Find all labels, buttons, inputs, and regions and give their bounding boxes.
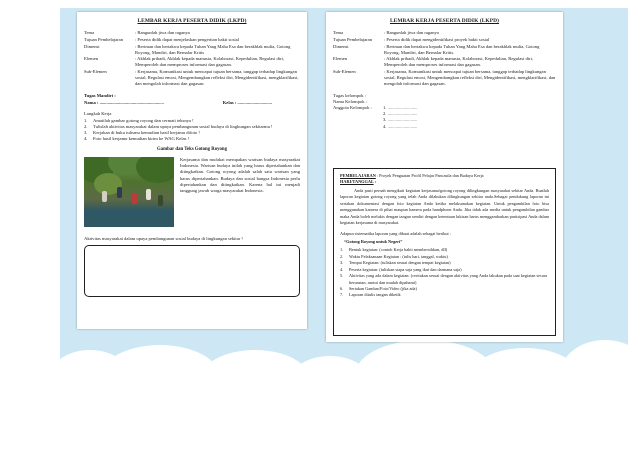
name-field[interactable]: Nama : ........................................................ <box>84 99 164 105</box>
instruction-paragraph: Anda pasti pernah mengikuti kegiatan kerjasama/gotong royong dilingkungan masyarakat sekitar Anda. Buatlah laporan kegiatan gotong royong yang telah Anda dilakukan dilingkungan sekitar anda.Sebagai pendukung laporan ini sertakan dokumentasi dengan foto kegiatan Anda ketika melaksanakan kegiatan. Untuk pengambilan foto bisa menggunakan kamera di pihat maupun kamera pada handphone Anda. Jika tidak ada media untuk pengambilan gambar maka Anda boleh melukis dengan tangan sendiri dengan ketentuan lukisan harus menggambarkan partisipasi Anda dalam kegiatan kerjasama di masyarakat. <box>340 187 549 226</box>
list-text: Laporan ditulis tangan diketik <box>349 292 401 298</box>
meta-value: : Peserta didik dapat menjelaskan pengertian bakti sosial <box>135 36 239 42</box>
member-line[interactable]: 1. .......................... <box>383 104 418 110</box>
meta-key: Tema <box>333 29 344 35</box>
answer-label: Aktivitas masyarakat dalam upaya pembangunan sosial budaya di lingkungan sekitar ! <box>84 236 243 242</box>
member-line[interactable]: 3. .......................... <box>383 117 418 123</box>
meta-value: : Beriman dan bertakwa kepada Tuhan Yang Maha Esa dan berakhlak mulia, Gotong Royong, Mandiri, dan Bernalar Kritis <box>135 43 291 55</box>
meta-key: Tema <box>84 29 95 35</box>
meta-key: Sub-Elemen <box>333 69 356 75</box>
systematics-intro: Adapun sistematika laporan yang dibuat adalah sebagai berikut : <box>340 230 451 236</box>
group-task-label: Tugas kelompok : <box>333 92 367 98</box>
list-text: Aktivitas yang ada dalam kegiatan: (ceritakan sesuai dengan aktivitas yang Anda lakukan pada saat kegiatan secara berurutan, runtut dan mudah dipahami) <box>349 273 548 285</box>
meta-grid <box>84 30 300 88</box>
name-line <box>84 100 300 106</box>
list-text: Tulislah aktivitas masyarakat dalam upaya pembangunan sosial budaya di lingkungan sekitarmu ! <box>93 124 273 130</box>
meta-key: Elemen <box>333 56 348 62</box>
day-label: HARI/TANGGAL <box>340 179 374 185</box>
report-item <box>340 292 549 298</box>
list-number: 6. <box>340 286 344 291</box>
list-text: Kerjakan di buku tulismu kemudian hasil kerjamu difoto ! <box>93 130 200 136</box>
worksheet-page-left <box>77 12 307 329</box>
meta-key: Elemen <box>84 56 99 62</box>
steps-list <box>84 118 300 142</box>
meta-value: : Kerjasama, Komunikasi untuk mencapai tujuan bersama, tanggap terhadap lingkungan sosial, Regulasi emosi, Mengembangkan refleksi diri, Mengidentifikasi, mengklarifikasi, dan mengolah informasi dan gagasan. <box>135 69 299 86</box>
gotong-royong-photo <box>84 157 174 227</box>
meta-key: Sub-Elemen <box>84 69 107 75</box>
report-items <box>340 247 549 299</box>
list-text: Tempat Kegiatan: (tuliskan sesuai dengan tempat kegiatan) <box>349 260 451 266</box>
member-line[interactable]: 4. .......................... <box>383 123 418 129</box>
list-number: 3. <box>340 260 344 266</box>
list-text: Waktu Pelaksanaan Kegiatan : (tulis hari, tanggal, waktu) <box>349 253 448 259</box>
meta-value: : Bangunlah jiwa dan raganya <box>135 29 190 35</box>
image-text: Kerjasama dan mufakat merupakan warisan budaya masyarakat Indonesia. Warisan budaya inilah yang harus dipertahankan dan ditingkatkan. Gotong royong adalah salah satu warisan yang harus dipertahankan. Budaya dan sosial bangsa Indonesia perlu dipertahankan dan ditingkatkan. Karena hal ini menjadi tanggung jawab warga masyarakat Indonesia. <box>180 157 300 193</box>
image-title: Gambar dan Teks Gotong Royong <box>156 146 228 152</box>
meta-value: : Bangunlah jiwa dan raganya <box>384 29 439 35</box>
members-list <box>383 105 556 131</box>
meta-grid <box>333 30 556 88</box>
image-section <box>84 157 300 227</box>
task-label: Tugas Mandiri : <box>84 92 116 98</box>
list-text: Amatilah gambar gotong royong dan cermati teksnya ! <box>93 118 194 124</box>
meta-value: : Akhlak pribadi, Akhlak kepada manusia, Kolaborasi, Kepedulian, Regulasi diri, Memperoleh dan memproses informasi dan gagasan. <box>384 56 534 68</box>
meta-value: : Akhlak pribadi, Akhlak kepada manusia, Kolaborasi, Kepedulian, Regulasi diri, Memperoleh dan memproses informasi dan gagasan. <box>135 56 285 68</box>
day-value: : <box>373 179 377 185</box>
list-number: 3. <box>84 130 88 136</box>
members-label: Anggota Kelompok : <box>333 104 372 110</box>
steps-label: Langkah Kerja <box>84 110 112 116</box>
report-item <box>340 273 549 286</box>
report-title: “Gotong Royong untuk Negeri” <box>344 238 403 244</box>
list-number: 4. <box>84 136 88 142</box>
group-section <box>333 93 556 130</box>
day-row <box>340 179 549 185</box>
list-number: 1. <box>340 247 344 253</box>
list-text: Bentuk kegiatan: (contoh Kerja bakti membersihkan, dll) <box>349 247 448 253</box>
meta-value: : Beriman dan bertakwa kepada Tuhan Yang Maha Esa dan berakhlak mulia, Gotong Royong, Mandiri, dan Bernalar Kritis. <box>384 43 540 55</box>
answer-box[interactable] <box>84 245 300 297</box>
learning-value: : Proyek Penguatan Profil Pelajar Pancasila dan Budaya Kerja <box>375 173 484 178</box>
list-number: 1. <box>84 118 88 124</box>
worksheet-page-right <box>326 12 563 342</box>
list-text: Peserta kegiatan: (tuliskan siapa saja yang ikut dan darmana saja) <box>349 266 462 272</box>
class-field[interactable]: Kelas : .............................. <box>222 99 272 105</box>
member-line[interactable]: 2. .......................... <box>383 110 418 116</box>
list-number: 2. <box>84 124 88 130</box>
list-text: Sertakan Gambar/Foto/Video (jika ada) <box>349 286 417 291</box>
list-number: 7. <box>340 292 344 298</box>
meta-key: Dimensi <box>84 43 100 49</box>
list-text: Foto hasil kerjamu kemudian kirim ke WAG Kelas ! <box>93 136 190 142</box>
meta-key: Tujuan Pembelajaran <box>333 36 372 42</box>
list-number: 5. <box>340 273 344 279</box>
meta-value: : Kerjasama, Komunikasi untuk mencapai tujuan bersama, tanggap terhadap lingkungan sosial, Regulasi emosi, Mengembangkan refleksi diri, Mengidentifikasi, mengklarifikasi, dan mengolah informasi dan gagasan. <box>384 69 556 86</box>
list-number: 4. <box>340 266 344 272</box>
page-title: LEMBAR KERJA PESERTA DIDIK (LKPD) <box>137 18 247 24</box>
learning-label: PEMBELAJARAN <box>340 173 376 178</box>
meta-key: Tujuan Pembelajaran <box>84 36 123 42</box>
cloud-decoration <box>50 370 610 410</box>
meta-value: : Peserta didik dapat mengidentifikasi proyek bakti sosial <box>384 36 490 42</box>
group-name-label: Nama Kelompok : <box>333 98 367 104</box>
step-item <box>84 136 300 142</box>
page-title: LEMBAR KERJA PESERTA DIDIK (LKPD) <box>389 18 500 24</box>
list-number: 2. <box>340 253 344 259</box>
instruction-box <box>333 168 556 336</box>
meta-key: Dimensi <box>333 43 349 49</box>
